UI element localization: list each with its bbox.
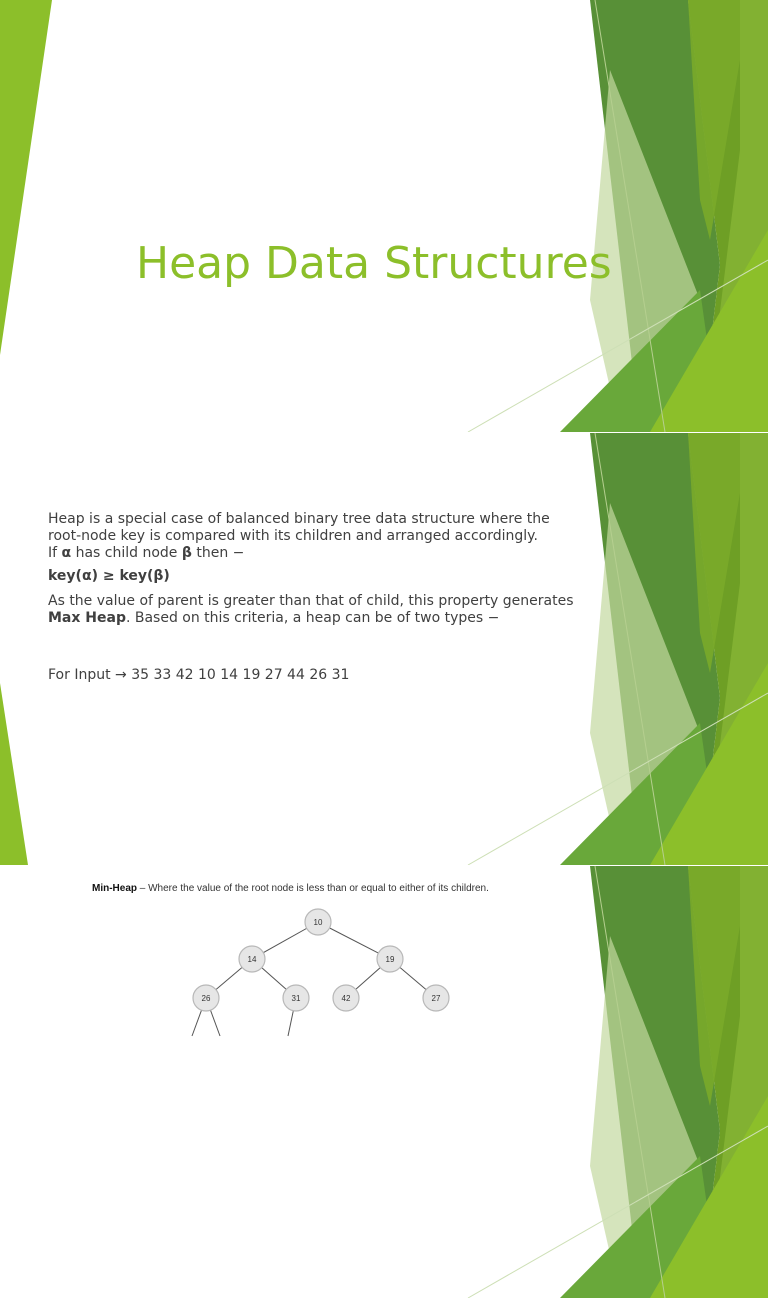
slide-title-text: Heap Data Structures	[136, 238, 612, 289]
input-line: For Input → 35 33 42 10 14 19 27 44 26 31	[48, 667, 350, 683]
min-heap-description: – Where the value of the root node is less than or equal to either of its children.	[137, 883, 489, 894]
svg-text:27: 27	[431, 994, 441, 1003]
slide-decoration	[0, 0, 768, 432]
slide-title	[0, 0, 768, 432]
definition-text: Heap is a special case of balanced binary tree data structure where the root-node key is compared with its children and arranged accordingly.	[48, 511, 550, 544]
svg-text:10: 10	[313, 918, 323, 927]
tree-node	[193, 985, 219, 1011]
tree-node	[423, 985, 449, 1011]
condition-suffix: then −	[191, 545, 245, 561]
svg-text:42: 42	[341, 994, 351, 1003]
slide-body	[48, 511, 583, 684]
svg-text:26: 26	[201, 994, 211, 1003]
min-heap-term: Min-Heap	[92, 883, 137, 894]
tree-node	[305, 909, 331, 935]
svg-text:19: 19	[385, 955, 395, 964]
svg-text:14: 14	[247, 955, 257, 964]
slide-min-heap	[0, 866, 768, 1298]
svg-text:31: 31	[291, 994, 301, 1003]
condition-mid: has child node	[71, 545, 182, 561]
tree-node	[333, 985, 359, 1011]
tree-node	[239, 946, 265, 972]
max-heap-prefix: As the value of parent is greater than that of child, this property generates	[48, 593, 574, 609]
max-heap-suffix: . Based on this criteria, a heap can be of two types −	[125, 610, 500, 626]
tree-node	[377, 946, 403, 972]
max-heap-term: Max Heap	[48, 610, 126, 626]
paragraph-max-heap	[48, 593, 583, 627]
beta-symbol: β	[181, 545, 192, 561]
paragraph-definition	[48, 511, 583, 562]
min-heap-tree	[0, 866, 768, 1298]
formula: key(α) ≥ key(β)	[48, 568, 170, 584]
slide-content	[0, 433, 768, 865]
alpha-symbol: α	[61, 545, 72, 561]
condition-prefix: If	[48, 545, 62, 561]
tree-node	[283, 985, 309, 1011]
